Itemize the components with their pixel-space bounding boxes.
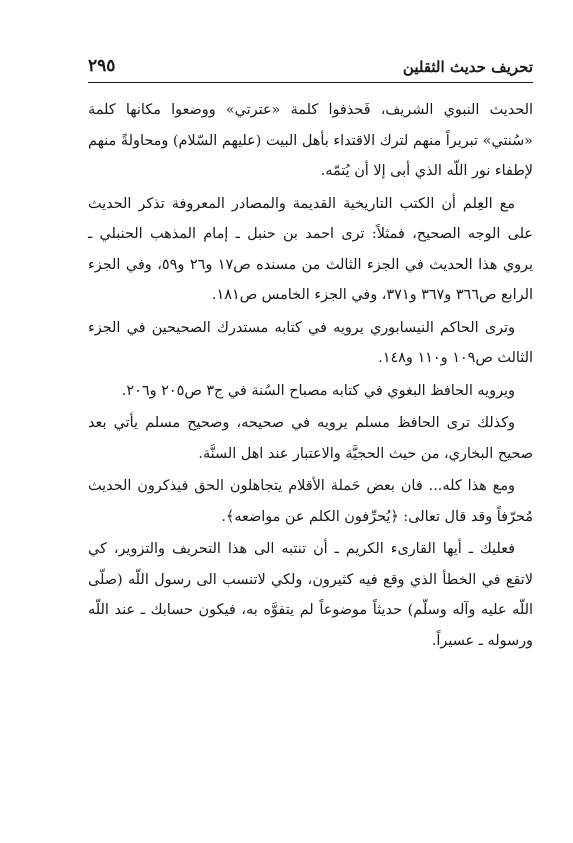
page-number: ٢٩٥ — [88, 56, 116, 76]
paragraph-baghawi: ويرويه الحافظ البغوي في كتابه مصباح السُنة في ج٣ ص٢٠٥ و٢٠٦. — [121, 382, 515, 399]
paragraph-hakim: وترى الحاكم النيسابوري يرويه في كتابه مستدرك الصحيحين في الجزء الثالث ص١٠٩ و١١٠ و١٤٨. — [88, 319, 533, 366]
running-title: تحريف حديث الثقلين — [402, 58, 533, 76]
paragraph-warning: فعليك ـ أيها القارىء الكريم ـ أن تنتبه الى هذا التحريف والتزوير، كي لاتقع في الخطأ الذي وقع فيه كثيرون، ولكي لاتنسب الى رسول اللّه (صلّى اللّه عليه وآله وسلّم) حديثاً موضوعاً لم يتفوَّه به، فيكون حسابك ـ عند اللّه ورسوله ـ عسيراً. — [88, 541, 533, 649]
paragraph-sources: مع العِلم أن الكتب التاريخية القديمة والمصادر المعروفة تذكر الحديث على الوجه الصحيح، فمثلاً: ترى احمد بن حنبل ـ إمام المذهب الحنبلي ـ يروي هذا الحديث في الجزء الثالث من مسنده ص١٧ و٢٦ و٥٩، وفي الجزء الرابع ص٣٦٦ و٣٦٧ و٣٧١، وفي الجزء الخامس ص١٨١. — [88, 195, 534, 303]
paragraph-muslim: وكذلك ترى الحافظ مسلم يرويه في صحيحه، وصحيح مسلم يأتي بعد صحيح البخاري، من حيث الحجيَّة والاعتبار عند اهل السنَّة. — [88, 415, 533, 462]
paragraph-distortion: ومع هذا كله... فان بعض حَملة الأقلام يتجاهلون الحق فيذكرون الحديث مُحرّفاً وقد قال تعالى: ﴿يُحرِّفون الكلم عن مواضعه﴾. — [88, 478, 533, 525]
page-header — [88, 50, 533, 80]
paragraph-continuation: الحديث النبوي الشريف، فَحذفوا كلمة «عترتي» ووضعوا مكانها كلمة «سُنتي» تبريراً منهم لترك الاقتداء بأهل البيت (عليهم السّلام) ومحاولةً منهم لإطفاء نور اللّه الذي أبى إلا أن يُتمّه. — [88, 102, 533, 179]
header-divider — [88, 82, 533, 83]
page-body — [88, 95, 533, 656]
